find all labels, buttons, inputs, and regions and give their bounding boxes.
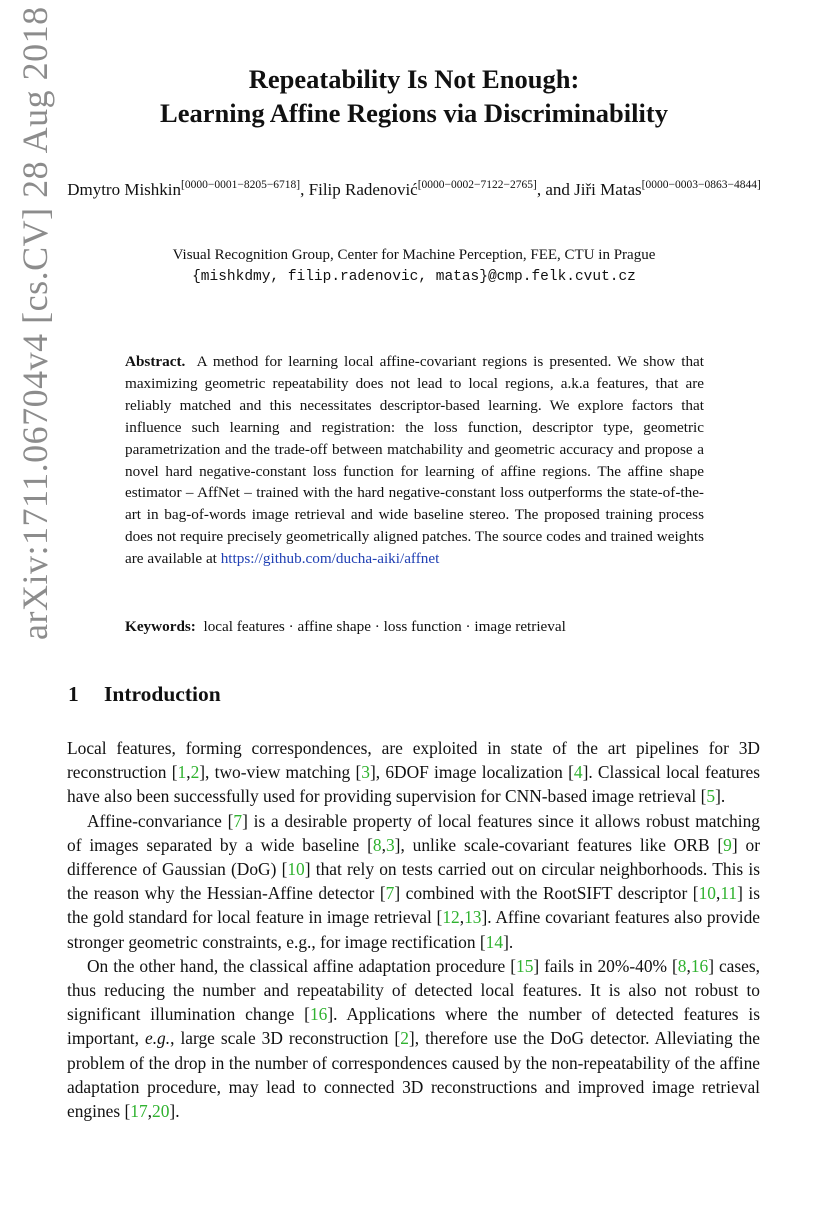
author-separator: ,: [300, 180, 309, 199]
author-name: Jiři Matas: [574, 180, 642, 199]
arxiv-sidebar-stamp: arXiv:1711.06704v4 [cs.CV] 28 Aug 2018: [15, 6, 55, 640]
citation[interactable]: 16: [690, 955, 709, 976]
author-list: [66, 172, 762, 203]
citation[interactable]: 8: [677, 955, 687, 976]
keywords-label: Keywords:: [125, 618, 196, 635]
citation[interactable]: 12: [442, 907, 460, 928]
paragraph: Affine-convariance [7] is a desirable property of local features since it allows robust matching of images separated by a wide baseline [8,3], unlike scale-covariant features like ORB [9] or difference of Gaussian (DoG) [10] that rely on tests carried out on circular neighborhoods. This is the reason why the Hessian-Affine detector [7] combined with the RootSIFT descriptor [10,11] is the gold standard for local feature in image retrieval [12,13]. Affine covariant features also provide stronger geometric constraints, e.g., for image rectification [14].: [67, 810, 760, 952]
citation[interactable]: 8: [372, 834, 382, 855]
emphasis: e.g.: [144, 1028, 171, 1049]
code-link[interactable]: https://github.com/ducha-aiki/affnet: [220, 550, 440, 568]
abstract-label: Abstract.: [125, 353, 186, 370]
keywords-text: local features · affine shape · loss function · image retrieval: [203, 618, 566, 635]
title-line-1: Repeatability Is Not Enough:: [248, 64, 580, 94]
citation[interactable]: 10: [287, 859, 305, 880]
paragraph: Local features, forming correspondences, are exploited in state of the art pipelines for 3D reconstruction [1,2], two-view matching [3], 6DOF image localization [4]. Classical local features have also been successfully used for providing supervision for CNN-based image retrieval [5].: [67, 738, 760, 807]
section-number: 1: [68, 682, 79, 706]
keywords: [125, 616, 704, 638]
citation[interactable]: 3: [385, 834, 395, 855]
citation[interactable]: 3: [361, 762, 370, 783]
author-name: Dmytro Mishkin: [67, 180, 182, 199]
citation[interactable]: 16: [309, 1004, 328, 1025]
title-line-2: Learning Affine Regions via Discriminability: [160, 98, 668, 128]
body-text: [67, 736, 760, 1123]
abstract-text: A method for learning local affine-covariant regions is presented. We show that maximizing geometric repeatability does not lead to local regions, a.k.a features, that are reliably matched and this necessitates descriptor-based learning. We explore factors that influence such learning and registration: the loss function, descriptor type, geometric parametrization and the trade-off between matchability and geometric accuracy and propose a novel hard negative-constant loss function for learning of affine regions. The affine shape estimator – AffNet – trained with the hard negative-constant loss outperforms the state-of-the-art in bag-of-words image retrieval and wide baseline stereo. The proposed training process does not require precisely geometrically aligned patches. The source codes and trained weights are available at: [125, 353, 704, 568]
section-heading: [68, 682, 221, 707]
paragraph: On the other hand, the classical affine adaptation procedure [15] fails in 20%-40% [8,16] cases, thus reducing the number and repeatability of detected local features. It is also not robust to significant illumination change [16]. Applications where the number of detected features is important, e.g., large scale 3D reconstruction [2], therefore use the DoG detector. Alleviating the problem of the drop in the number of correspondences caused by the non-repeatability of the affine adaptation procedure, may lead to connected 3D reconstructions and improved image retrieval engines [17,20].: [67, 955, 761, 1122]
citation[interactable]: 14: [485, 931, 504, 952]
citation[interactable]: 15: [516, 955, 534, 976]
author-orcid: [0000−0002−7122−2765]: [417, 179, 537, 191]
citation[interactable]: 11: [720, 883, 738, 904]
citation[interactable]: 9: [723, 834, 732, 855]
institution: Visual Recognition Group, Center for Machine Perception, FEE, CTU in Prague: [172, 247, 656, 263]
email-addresses: {mishkdmy, filip.radenovic, matas}@cmp.felk.cvut.cz: [192, 269, 636, 285]
citation[interactable]: 2: [400, 1028, 409, 1049]
section-title: Introduction: [104, 682, 221, 706]
author-separator: , and: [536, 180, 575, 199]
citation[interactable]: 13: [464, 907, 482, 928]
citation[interactable]: 7: [385, 883, 395, 904]
citation[interactable]: 20: [152, 1101, 170, 1122]
citation[interactable]: 2: [190, 762, 200, 783]
affiliation: [60, 244, 768, 288]
citation[interactable]: 1: [177, 762, 187, 783]
author-orcid: [0000−0001−8205−6718]: [181, 179, 301, 191]
author-name: Filip Radenović: [308, 180, 418, 199]
paper-title: [60, 62, 768, 130]
citation[interactable]: 4: [573, 762, 583, 783]
citation[interactable]: 5: [706, 786, 716, 807]
abstract: [125, 351, 704, 570]
citation[interactable]: 7: [233, 810, 243, 831]
citation[interactable]: 10: [698, 883, 716, 904]
author-orcid: [0000−0003−0863−4844]: [641, 179, 761, 191]
citation[interactable]: 17: [130, 1101, 148, 1122]
